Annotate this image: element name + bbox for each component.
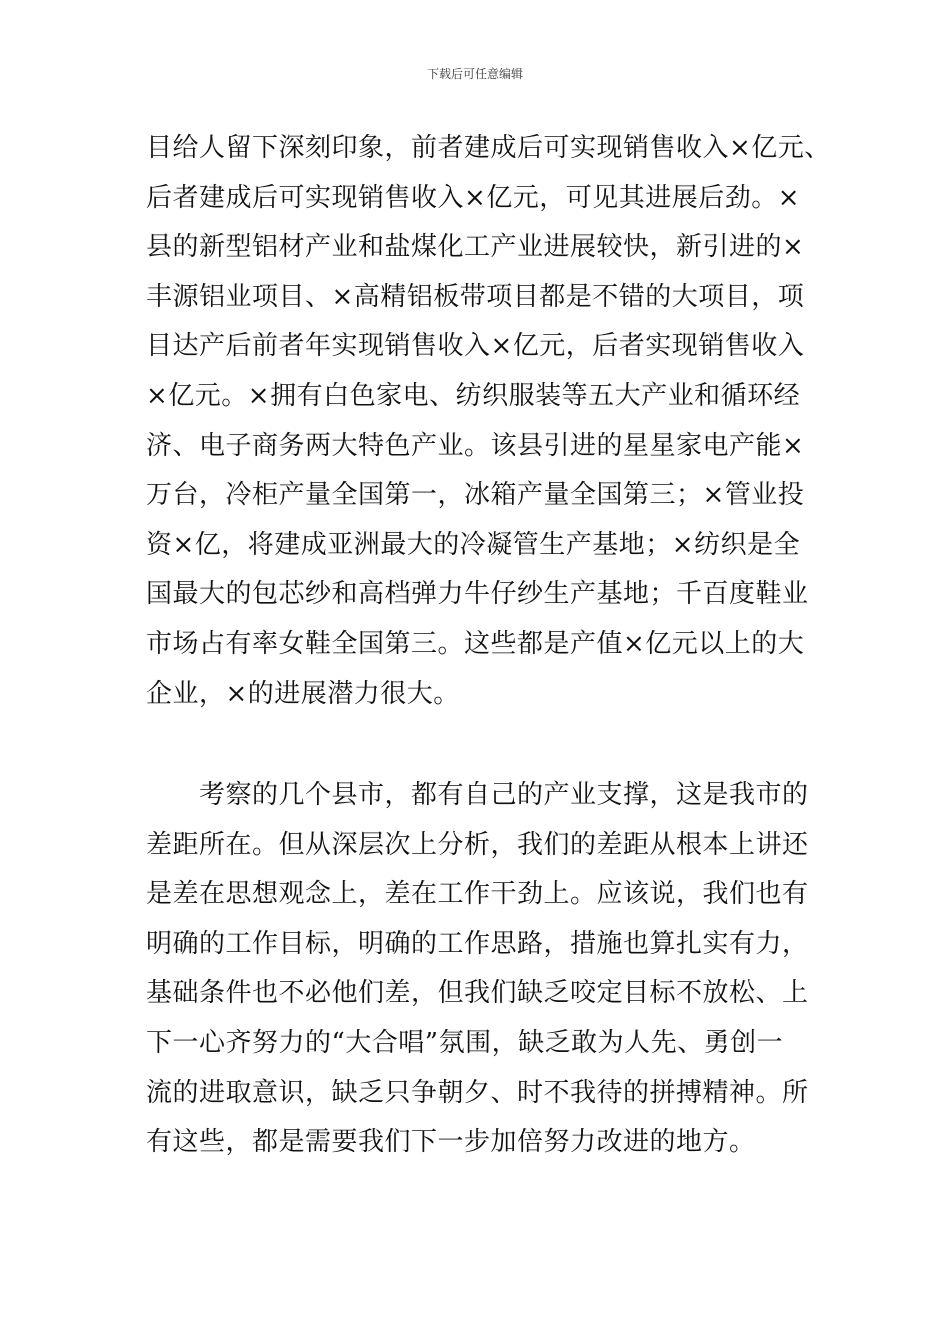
text-line: 目给人留下深刻印象，前者建成后可实现销售收入×亿元、 [146,133,831,163]
text-line: 济、电子商务两大特色产业。该县引进的星星家电产能× [146,430,805,461]
text-line: ×亿元。×拥有白色家电、纺织服装等五大产业和循环经 [146,380,801,411]
text-line: 基础条件也不必他们差，但我们缺乏咬定目标不放松、上 [146,978,809,1009]
text-line: 资×亿，将建成亚洲最大的冷凝管生产基地；×纺织是全 [146,529,801,560]
text-line: 国最大的包芯纱和高档弹力牛仔纱生产基地；千百度鞋业 [146,579,809,610]
text-line: 目达产后前者年实现销售收入×亿元，后者实现销售收入 [146,331,805,362]
text-line: 县的新型铝材产业和盐煤化工产业进展较快，新引进的× [146,232,805,263]
header-note: 下载后可任意编辑 [426,67,523,81]
text-line: 后者建成后可实现销售收入×亿元，可见其进展后劲。× [146,182,801,213]
text-line: 万台，冷柜产量全国第一，冰箱产量全国第三；×管业投 [146,480,805,511]
paragraph-1 [146,124,831,719]
text-line: 市场占有率女鞋全国第三。这些都是产值×亿元以上的大 [146,628,805,659]
text-line: 丰源铝业项目、×高精铝板带项目都是不错的大项目，项 [146,281,805,312]
paragraph-2 [146,771,826,1168]
text-line: 下一心齐努力的“大合唱”氛围，缺乏敢为人先、勇创一 [146,1027,784,1058]
text-line: 企业，×的进展潜力很大。 [146,678,460,709]
text-line: 考察的几个县市，都有自己的产业支撑，这是我市的 [146,780,809,810]
text-line: 差距所在。但从深层次上分析，我们的差距从根本上讲还 [146,829,809,860]
text-line: 明确的工作目标，明确的工作思路，措施也算扎实有力， [146,928,809,959]
text-line: 有这些，都是需要我们下一步加倍努力改进的地方。 [146,1127,756,1158]
text-line: 是差在思想观念上，差在工作干劲上。应该说，我们也有 [146,879,809,910]
text-line: 流的进取意识，缺乏只争朝夕、时不我待的拼搏精神。所 [146,1077,809,1108]
